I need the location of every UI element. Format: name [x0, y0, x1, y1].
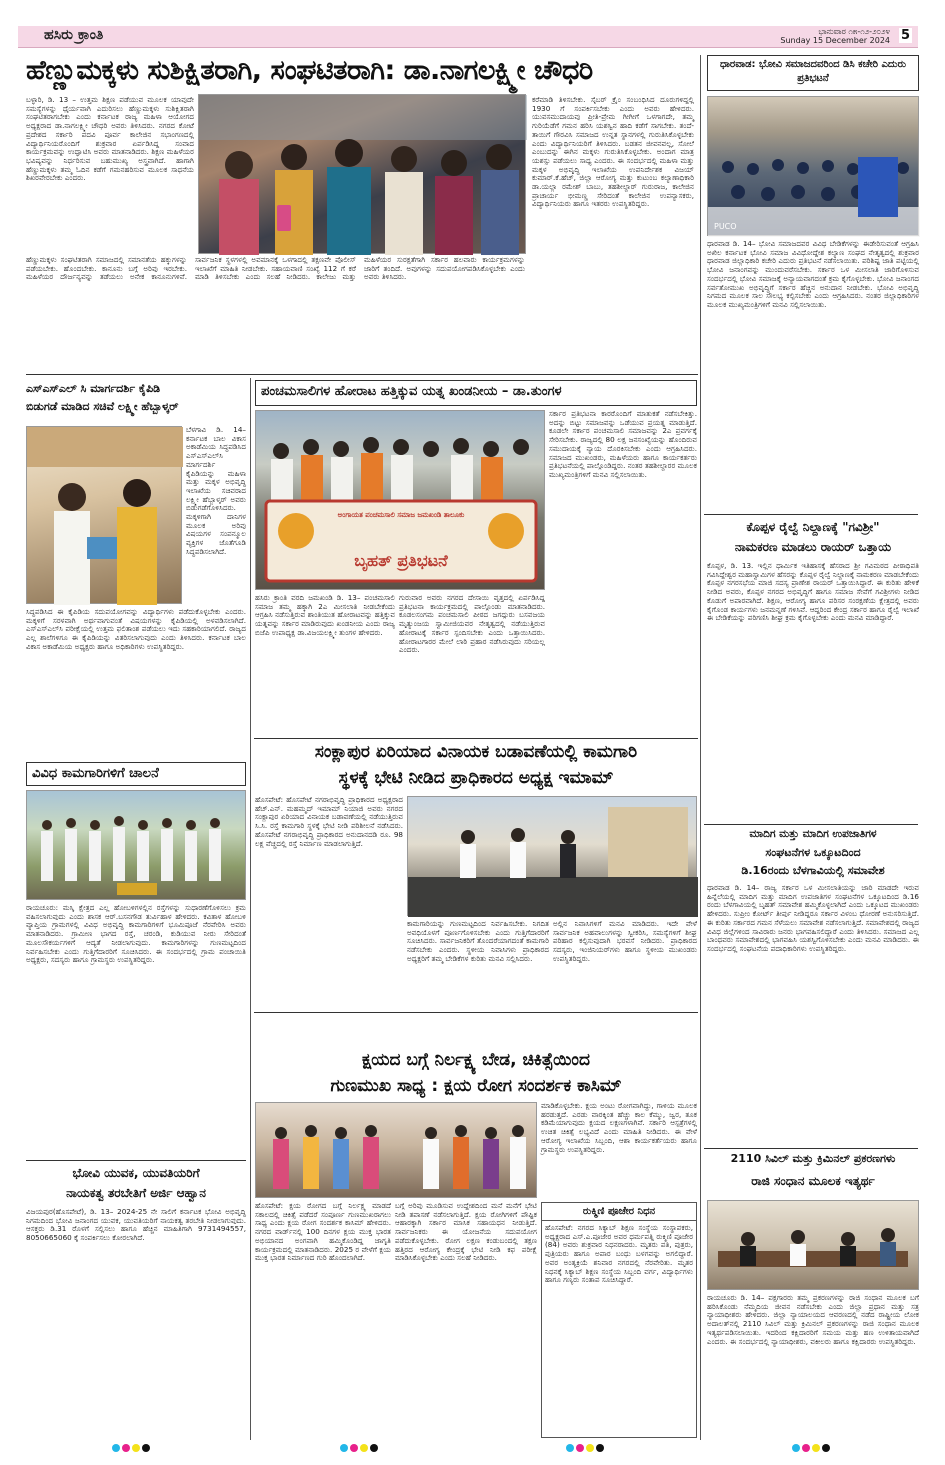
minister-figures — [27, 427, 183, 605]
tb-side-text: ಮಾಡಿಕೊಳ್ಳಬೇಕು. ಕ್ಷಯ ಅಂಟು ರೋಗವಾಗಿದ್ದು, ಗಾಳಿಯ ಮೂಲಕ ಹರಡುತ್ತದೆ. ಎರಡು ವಾರಕ್ಕಿಂತ ಹೆಚ್ಚು ಕಾಲ ಕೆಮ್ಮು, ಜ್ವರ, ತೂಕ ಕಡಿಮೆಯಾಗುವುದು ಕ್ಷಯದ ಲಕ್ಷಣಗಳಾಗಿವೆ. ಸರ್ಕಾರಿ ಆಸ್ಪತ್ರೆಗಳಲ್ಲಿ ಉಚಿತ ಚಿಕಿತ್ಸೆ ಲಭ್ಯವಿದೆ ಎಂದು ಮಾಹಿತಿ ನೀಡಿದರು. ಈ ವೇಳೆ ಆರೋಗ್ಯ ಇಲಾಖೆಯ ಸಿಬ್ಬಂದಿ, ಆಶಾ ಕಾರ್ಯಕರ್ತೆಯರು ಹಾಗೂ ಗ್ರಾಮಸ್ಥರು ಉಪಸ್ಥಿತರಿದ್ದರು. — [541, 1101, 697, 1154]
tb-col2: ಬಗ್ಗೆ ಅರಿವು ಮೂಡಿಸುವ ಉದ್ದೇಶದಿಂದ ಮನೆ ಮನೆಗೆ ಭೇಟಿ ನೀಡಿ ತಪಾಸಣೆ ನಡೆಸಲಾಗುತ್ತಿದೆ. ಕ್ಷಯ ರೋಗಿಗಳಿಗೆ ಪೌಷ್ಟಿಕ ಆಹಾರಕ್ಕಾಗಿ ಸರ್ಕಾರ ಮಾಸಿಕ ಸಹಾಯಧನ ನೀಡುತ್ತಿದೆ. ಸಾರ್ವಜನಿಕರು ಈ ಯೋಜನೆಯ ಸದುಪಯೋಗ ಪಡೆದುಕೊಳ್ಳಬೇಕು. ರೋಗ ಲಕ್ಷಣ ಕಂಡುಬಂದಲ್ಲಿ ತಕ್ಷಣ ಹತ್ತಿರದ ಆರೋಗ್ಯ ಕೇಂದ್ರಕ್ಕೆ ಭೇಟಿ ನೀಡಿ ಕಫ ಪರೀಕ್ಷೆ ಮಾಡಿಸಿಕೊಳ್ಳಬೇಕು ಎಂದು ಸಲಹೆ ನೀಡಿದರು. — [395, 1201, 537, 1263]
issue-date-english: Sunday 15 December 2024 — [780, 36, 890, 45]
koppal-headline-2: ನಾಮಕರಣ ಮಾಡಲು ರಾಯರ್ ಒತ್ತಾಯ — [734, 540, 892, 554]
issue-date-kannada: ಭಾನುವಾರ ೧೫-೧೨-೨೦೨೪ — [818, 27, 890, 36]
issue-date — [780, 27, 890, 45]
section-divider — [704, 824, 918, 825]
registration-marks — [340, 1444, 378, 1454]
tb-photo — [255, 1102, 537, 1198]
lead-photo — [198, 94, 526, 254]
road-work-scene — [408, 797, 698, 917]
page-number: 5 — [900, 28, 910, 43]
sankalapura-headline-2: ಸ್ಥಳಕ್ಕೆ ಭೇಟಿ ನೀಡಿದ ಪ್ರಾಧಿಕಾರದ ಅಧ್ಯಕ್ಷ ಇಮಾಮ್ — [338, 768, 614, 788]
masthead — [18, 26, 918, 48]
lead-story-col2: ಕರೆಮಾಡಿ ತಿಳಿಸಬೇಕು. ಸೈಬರ್ ಕ್ರೈಂ ಸಂಬಂಧಿಸಿದ ದೂರುಗಳಿದ್ದಲ್ಲಿ 1930 ಗೆ ಸಂಪರ್ಕಿಸಬೇಕು ಎಂದು ಅವರು ಹೇಳಿದರು. ಯುವಸಮುದಾಯವು ಪ್ರೀತಿ-ಪ್ರೇಮ ಗೀಗೀಗೆ ಒಳಗಾಗದೇ, ತಮ್ಮ ಗುರಿಯೆಡೆಗೆ ಗಮನ ಹರಿಸಿ ಯಶಸ್ವಿನ ಹಾದಿ ಕಡೆಗೆ ಸಾಗಬೇಕು. ತಂದೆ-ತಾಯಿಗೆ ಗೌರವಿಸಿ ಸಮಾಜದ ಉನ್ನತ ಸ್ಥಾನಗಳಲ್ಲಿ ಗುರುತಿಸಿಕೊಳ್ಳಬೇಕು ಎಂದು ವಿದ್ಯಾರ್ಥಿನಿಯರಿಗೆ ತಿಳಿಸಿದರು. ಬಡತನ ಜೀವನವಲ್ಲ, ಸೋಲೆ ಎಂಬುದನ್ನು ಈಗಿನ ಮಕ್ಕಳು ಗುರುತಿಸಿಕೊಳ್ಳಬೇಕು. ಅಂದಾಗ ಮಾತ್ರ ಯಶಸ್ಸು ಪಡೆಯಲು ಸಾಧ್ಯ ಎಂದರು. ಈ ಸಂದರ್ಭದಲ್ಲಿ ಮಹಿಳಾ ಮತ್ತು ಮಕ್ಕಳ ಅಭಿವೃದ್ಧಿ ಇಲಾಖೆಯ ಉಪನಿರ್ದೇಶಕ ವಿಜಯ್ ಕುಮಾರ್.ಕೆ.ಹೆಚ್, ಜಿಲ್ಲಾ ಆರೋಗ್ಯ ಮತ್ತು ಕುಟುಂಬ ಕಲ್ಯಾಣಾಧಿಕಾರಿ ಡಾ.ಯಲ್ಲಾ ರಮೇಶ್ ಬಾಬು, ತಹಶೀಲ್ದಾರ್ ಗುರುರಾಜ, ಕಾಲೇಜಿನ ಪ್ರಾಚಾರ್ಯ ಭೀಮಣ್ಣ ಸೇರಿದಂತೆ ಕಾಲೇಜಿನ ಉಪನ್ಯಾಸಕರು, ವಿದ್ಯಾರ್ಥಿನಿಯರು ಹಾಗೂ ಇತರರು ಉಪಸ್ಥಿತರಿದ್ದರು. — [532, 95, 694, 209]
bhovi-youth-body: ವಿಜಯಪುರ(ಹೊಸಪೇಟೆ), ಡಿ. 13– 2024-25 ನೇ ಸಾಲಿಗೆ ಕರ್ನಾಟಕ ಭೋವಿ ಅಭಿವೃದ್ಧಿ ನಿಗಮದಿಂದ ಭೋವಿ ಜನಾಂಗದ ಯುವಕ, ಯುವತಿಯರಿಗೆ ನಾಯಕತ್ವ ತರಬೇತಿ ನೀಡಲಾಗುವುದು. ಆಸಕ್ತರು ಡಿ.31 ರೊಳಗೆ ಸಲ್ಲಿಸಲು ಹಾಗೂ ಹೆಚ್ಚಿನ ಮಾಹಿತಿಗಾಗಿ 9731494557, 8050665060 ಕ್ಕೆ ಸಂಪರ್ಕಿಸಲು ಕೋರಲಾಗಿದೆ. — [26, 1207, 246, 1243]
obituary-headline: ರುಕ್ಮಿಣಿ ಪೂಜೇರ ನಿಧನ — [542, 1203, 696, 1221]
tb-headline-2: ಗುಣಮುಖ ಸಾಧ್ಯ : ಕ್ಷಯ ರೋಗ ಸಂದರ್ಶಕ ಕಾಸಿಮ್ — [330, 1076, 622, 1096]
sankalapura-headline-1: ಸಂಕ್ಲಾಪುರ ಏರಿಯಾದ ವಿನಾಯಕ ಬಡಾವಣೆಯಲ್ಲಿ ಕಾಮಗಾರಿ — [314, 742, 638, 762]
sankalapura-col3: ಅಲ್ಲಿನ ನಿವಾಸಿಗಳಿಗೆ ಮನವಿ ಮಾಡಿದರು. ಇದೇ ವೇಳೆ ಸಾರ್ವಜನಿಕ ಅಹವಾಲುಗಳನ್ನು ಸ್ವೀಕರಿಸಿ, ಸಮಸ್ಯೆಗಳಿಗೆ ಶೀಘ್ರ ಪರಿಹಾರ ಕಲ್ಪಿಸುವುದಾಗಿ ಭರವಸೆ ನೀಡಿದರು. ಪ್ರಾಧಿಕಾರದ ಸದಸ್ಯರು, ಇಂಜಿನಿಯರ್‌ಗಳು ಹಾಗೂ ಸ್ಥಳೀಯ ಮುಖಂಡರು ಉಪಸ್ಥಿತರಿದ್ದರು. — [553, 919, 697, 963]
tb-col1: ಹೊಸಪೇಟೆ: ಕ್ಷಯ ರೋಗದ ಬಗ್ಗೆ ನಿರ್ಲಕ್ಷ್ಯ ಮಾಡದೆ ಸಕಾಲದಲ್ಲಿ ಚಿಕಿತ್ಸೆ ಪಡೆದರೆ ಸಂಪೂರ್ಣ ಗುಣಮುಖರಾಗಲು ಸಾಧ್ಯ ಎಂದು ಕ್ಷಯ ರೋಗ ಸಂದರ್ಶಕ ಕಾಸಿಮ್ ಹೇಳಿದರು. ನಗರದ ವಾರ್ಡ್‌ನಲ್ಲಿ 100 ದಿನಗಳ ಕ್ಷಯ ಮುಕ್ತ ಭಾರತ ಅಭಿಯಾನದ ಅಂಗವಾಗಿ ಹಮ್ಮಿಕೊಂಡಿದ್ದ ಜಾಗೃತಿ ಕಾರ್ಯಕ್ರಮದಲ್ಲಿ ಮಾತನಾಡಿದರು. 2025 ರ ವೇಳೆಗೆ ಕ್ಷಯ ಮುಕ್ತ ಭಾರತ ನಿರ್ಮಾಣದ ಗುರಿ ಹೊಂದಲಾಗಿದೆ. — [255, 1201, 391, 1263]
sankalapura-photo — [407, 796, 697, 916]
sslc-side-text: ಬೆಳಗಾವಿ ಡಿ. 14– ಕರ್ನಾಟಕ ಬಾಲ ವಿಕಾಸ ಅಕಾಡೆಮಿಯ ಸಿದ್ಧಪಡಿಸಿದ ಎಸ್‌ಎಸ್‌ಎಲ್‌ಸಿ ಮಾರ್ಗದರ್ಶಿ ಕೈಪಿಡಿಯನ್ನು ಮಹಿಳಾ ಮತ್ತು ಮಕ್ಕಳ ಅಭಿವೃದ್ಧಿ ಇಲಾಖೆಯ ಸಚಿವರಾದ ಲಕ್ಷ್ಮೀ ಹೆಬ್ಬಾಳ್ಕರ್ ಅವರು ಬಿಡುಗಡೆಗೊಳಿಸಿದರು. ಮಕ್ಕಳಿಗಾಗಿ ದಾನಿಗಳ ಮೂಲಕ ಅರಿವು ವಿಷಯಗಳ ಸಂಪನ್ಮೂಲ ವ್ಯಕ್ತಿಗಳ ಜೊತೆಗೂಡಿ ಸಿದ್ಧಪಡಿಸಲಾಗಿದೆ. — [186, 425, 246, 556]
section-divider — [26, 374, 698, 375]
works-headline: ವಿವಿಧ ಕಾಮಗಾರಿಗಳಿಗೆ ಚಾಲನೆ — [26, 762, 246, 786]
panchamasali-col2: ಗುರುವಾರ ಅವರು ನಗರದ ದೇಸಾಯಿ ವೃತ್ತದಲ್ಲಿ ಏರ್ಪಡಿಸಿದ್ದ ಪ್ರತಿಭಟನಾ ಕಾರ್ಯಕ್ರಮದಲ್ಲಿ ಪಾಲ್ಗೊಂಡು ಮಾತನಾಡಿದರು. ಕೂಡಲಸಂಗಮ ಪಂಚಮಸಾಲಿ ಪೀಠದ ಜಗದ್ಗುರು ಬಸವಜಯ ಮೃತ್ಯುಂಜಯ ಸ್ವಾಮೀಜಿಯವರ ನೇತೃತ್ವದಲ್ಲಿ ನಡೆಯುತ್ತಿರುವ ಹೋರಾಟಕ್ಕೆ ಸರ್ಕಾರ ಸ್ಪಂದಿಸಬೇಕು ಎಂದು ಒತ್ತಾಯಿಸಿದರು. ಹೋರಾಟಗಾರರ ಮೇಲೆ ಲಾಠಿ ಪ್ರಹಾರ ನಡೆಸಿರುವುದು ಸರಿಯಲ್ಲ ಎಂದರು. — [399, 593, 545, 655]
panchamasali-col1: ಹಸಿರು ಕ್ರಾಂತಿ ವರದಿ ಜಮಖಂಡಿ ಡಿ. 13– ಪಂಚಮಸಾಲಿ ಸಮಾಜ ತಮ್ಮ ಹಕ್ಕಾಗಿ 2ಎ ಮೀಸಲಾತಿ ನೀಡಬೇಕೆಂದು ಆಗ್ರಹಿಸಿ ನಡೆಸುತ್ತಿರುವ ಶಾಂತಿಯುತ ಹೋರಾಟವನ್ನು ಹತ್ತಿಕ್ಕುವ ಯತ್ನವನ್ನು ಸರ್ಕಾರ ಮಾಡಿರುವುದು ಖಂಡನೀಯ ಎಂದು ರಾಜ್ಯ ಬಿಜೆಪಿ ಉಪಾಧ್ಯಕ್ಷ ಡಾ.ವಿಜಯಲಕ್ಷ್ಮೀ ತುಂಗಳ ಹೇಳಿದರು. — [255, 593, 395, 637]
section-divider — [254, 1012, 698, 1013]
column-divider — [700, 55, 701, 1440]
panchamasali-photo — [255, 410, 545, 590]
registration-marks — [566, 1444, 604, 1454]
banner-title: ಬೃಹತ್ ಪ್ರತಿಭಟನೆ — [354, 551, 448, 570]
sslc-photo — [26, 426, 182, 604]
koppal-headline-1: ಕೊಪ್ಪಳ ರೈಲ್ವೆ ನಿಲ್ದಾಣಕ್ಕೆ "ಗವಿಶ್ರೀ" — [746, 520, 880, 534]
koppal-body: ಕೊಪ್ಪಳ, ಡಿ. 13. ಇಲ್ಲಿನ ಧಾರ್ಮಿಕ ಇತಿಹಾಸಕ್ಕೆ ಹೆಸರಾದ ಶ್ರೀ ಗವಿಮಠದ ಪೀಠಾಧಿಪತಿ ಗವಿಸಿದ್ದೇಶ್ವರ ಮಹಾಸ್ವಾಮಿಗಳ ಹೆಸರನ್ನು ಕೊಪ್ಪಳ ರೈಲ್ವೆ ನಿಲ್ದಾಣಕ್ಕೆ ನಾಮಕರಣ ಮಾಡಬೇಕೆಂದು ಕೊಪ್ಪಳ ನಗರಸಭೆಯ ಮಾಜಿ ಸದಸ್ಯ ಪ್ರಾಣೇಶ ರಾಯರ್ ಒತ್ತಾಯಿಸಿದ್ದಾರೆ. ಈ ಕುರಿತು ಹೇಳಿಕೆ ನೀಡಿದ ಅವರು, ಕೊಪ್ಪಳ ನಗರದ ಅಭಿವೃದ್ಧಿಗೆ ಹಾಗೂ ಸಮಾಜ ಸೇವೆಗೆ ಗವಿಶ್ರೀಗಳು ನೀಡಿದ ಕೊಡುಗೆ ಅಪಾರವಾಗಿದೆ. ಶಿಕ್ಷಣ, ಆರೋಗ್ಯ ಹಾಗೂ ಪರಿಸರ ಸಂರಕ್ಷಣೆಯ ಕ್ಷೇತ್ರದಲ್ಲಿ ಅವರು ಕೈಗೊಂಡ ಕಾರ್ಯಗಳು ಜನಮನ್ನಣೆ ಗಳಿಸಿವೆ. ಆದ್ದರಿಂದ ಕೇಂದ್ರ ಸರ್ಕಾರ ಹಾಗೂ ರೈಲ್ವೆ ಇಲಾಖೆ ಈ ಬೇಡಿಕೆಯನ್ನು ಪರಿಗಣಿಸಿ ಶೀಘ್ರ ಕ್ರಮ ಕೈಗೊಳ್ಳಬೇಕು ಎಂದು ಮನವಿ ಮಾಡಿದ್ದಾರೆ. — [707, 561, 920, 623]
panchamasali-col3: ಸರ್ಕಾರ ಪ್ರತಿಭಟನಾ ಕಾರರೊಂದಿಗೆ ಮಾತುಕತೆ ನಡೆಸಬೇಕಿತ್ತು. ಅದನ್ನು ಬಿಟ್ಟು ಸಮಾಜವನ್ನು ಒಡೆಯುವ ಪ್ರಯತ್ನ ಮಾಡುತ್ತಿದೆ. ಕೂಡಲೇ ಸರ್ಕಾರ ಪಂಚಮಸಾಲಿ ಸಮಾಜವನ್ನು 2ಎ ಪ್ರವರ್ಗಕ್ಕೆ ಸೇರಿಸಬೇಕು. ರಾಜ್ಯದಲ್ಲಿ 80 ಲಕ್ಷ ಜನಸಂಖ್ಯೆಯನ್ನು ಹೊಂದಿರುವ ಸಮುದಾಯಕ್ಕೆ ನ್ಯಾಯ ದೊರಕಿಸಬೇಕು ಎಂದು ಆಗ್ರಹಿಸಿದರು. ಸಮಾಜದ ಮುಖಂಡರು, ಮಹಿಳೆಯರು ಹಾಗೂ ಕಾರ್ಯಕರ್ತರು ಪ್ರತಿಭಟನೆಯಲ್ಲಿ ಪಾಲ್ಗೊಂಡಿದ್ದರು. ನಂತರ ತಹಶೀಲ್ದಾರರ ಮೂಲಕ ಮುಖ್ಯಮಂತ್ರಿಗಳಿಗೆ ಮನವಿ ಸಲ್ಲಿಸಲಾಯಿತು. — [549, 409, 697, 479]
paper-name: ಹಸಿರು ಕ್ರಾಂತಿ — [44, 27, 104, 43]
obituary-box — [541, 1202, 697, 1438]
crowd-graphic — [708, 97, 920, 237]
tb-awareness-scene — [256, 1103, 538, 1199]
sankalapura-col1: ಹೊಸಪೇಟೆ: ಹೊಸಪೇಟೆ ನಗರಾಭಿವೃದ್ಧಿ ಪ್ರಾಧಿಕಾರದ ಅಧ್ಯಕ್ಷರಾದ ಹೆಚ್.ಎನ್. ಮಹಮ್ಮದ್ ಇಮಾಮ್ ನಿಯಾಜಿ ಅವರು ನಗರದ ಸಂಕ್ಲಾಪುರ ಏರಿಯಾದ ವಿನಾಯಕ ಬಡಾವಣೆಯಲ್ಲಿ ನಡೆಯುತ್ತಿರುವ ಸಿ.ಸಿ. ರಸ್ತೆ ಕಾಮಗಾರಿ ಸ್ಥಳಕ್ಕೆ ಭೇಟಿ ನೀಡಿ ಪರಿಶೀಲನೆ ನಡೆಸಿದರು. ಹೊಸಪೇಟೆ ನಗರಾಭಿವೃದ್ಧಿ ಪ್ರಾಧಿಕಾರದ ಅನುದಾನದಡಿ ರೂ. 98 ಲಕ್ಷ ವೆಚ್ಚದಲ್ಲಿ ರಸ್ತೆ ನಿರ್ಮಾಣ ಮಾಡಲಾಗುತ್ತಿದೆ. — [255, 795, 403, 848]
court-body: ರಾಯಚೂರು ಡಿ. 14– ಪಕ್ಷಗಾರರು ತಮ್ಮ ಪ್ರಕರಣಗಳನ್ನು ರಾಜಿ ಸಂಧಾನ ಮೂಲಕ ಬಗೆ ಹರಿಸಿಕೊಂಡು ನೆಮ್ಮದಿಯ ಜೀವನ ನಡೆಸಬೇಕು ಎಂದು ಜಿಲ್ಲಾ ಪ್ರಧಾನ ಮತ್ತು ಸತ್ರ ನ್ಯಾಯಾಧೀಶರು ಹೇಳಿದರು. ಜಿಲ್ಲಾ ನ್ಯಾಯಾಲಯದ ಆವರಣದಲ್ಲಿ ನಡೆದ ರಾಷ್ಟ್ರೀಯ ಲೋಕ ಅದಾಲತ್‌ನಲ್ಲಿ 2110 ಸಿವಿಲ್ ಮತ್ತು ಕ್ರಿಮಿನಲ್ ಪ್ರಕರಣಗಳನ್ನು ರಾಜಿ ಸಂಧಾನ ಮೂಲಕ ಇತ್ಯರ್ಥಪಡಿಸಲಾಯಿತು. ಇದರಿಂದ ಕಕ್ಷಿದಾರರಿಗೆ ಸಮಯ ಮತ್ತು ಹಣ ಉಳಿತಾಯವಾಗಿದೆ ಎಂದರು. ಈ ಸಂದರ್ಭದಲ್ಲಿ ನ್ಯಾಯಾಧೀಶರು, ವಕೀಲರು ಹಾಗೂ ಕಕ್ಷಿದಾರರು ಉಪಸ್ಥಿತರಿದ್ದರು. — [707, 1293, 919, 1346]
banner-text: ಅಂಗಾಯತ ಪಂಚಮಸಾಲಿ ಸಮಾಜ ಜಮಖಂಡಿ ತಾಲೂಕು — [337, 511, 465, 519]
lead-story-body: ಹೆಣ್ಣುಮಕ್ಕಳು ಸಂಘಟಿತರಾಗಿ ಸಮಾಜದಲ್ಲಿ ಸಮಾನತೆಯ ಹಕ್ಕುಗಳನ್ನು ಪಡೆಯಬೇಕು. ಹೊಂದಬೇಕು. ಕಾನೂನು ಬಗ್ಗೆ ಅರಿವು ಇರಬೇಕು. ಮಹಿಳೆಯರ ದೌರ್ಜನ್ಯವನ್ನು ತಡೆಯಲು ಅನೇಕ ಕಾನೂನುಗಳಿವೆ. ಸಾರ್ವಜನಿಕ ಸ್ಥಳಗಳಲ್ಲಿ ಅವಮಾನಕ್ಕೆ ಒಳಗಾದಲ್ಲಿ ತಕ್ಷಣವೇ ಪೊಲೀಸ್ ಇಲಾಖೆಗೆ ಮಾಹಿತಿ ನೀಡಬೇಕು. ಸಹಾಯವಾಣಿ ಸಂಖ್ಯೆ 112 ಗೆ ಕರೆ ಮಾಡಿ ತಿಳಿಸಬೇಕು ಎಂದು ಸಲಹೆ ನೀಡಿದರು. ಕಾಲೇಜು ಮತ್ತು ಮಹಿಳೆಯರ ಸುರಕ್ಷತೆಗಾಗಿ ಸರ್ಕಾರ ಹಲವಾರು ಕಾರ್ಯಕ್ರಮಗಳನ್ನು ಜಾರಿಗೆ ತಂದಿದೆ. ಅವುಗಳನ್ನು ಸದುಪಯೋಗಪಡಿಸಿಕೊಳ್ಳಬೇಕು ಎಂದು ಅವರು ತಿಳಿಸಿದರು. — [26, 255, 525, 282]
bhovi-protest-body: ಧಾರವಾಡ ಡಿ. 14– ಭೋವಿ ಸಮಾಜದವರ ವಿವಿಧ ಬೇಡಿಕೆಗಳನ್ನು ಈಡೇರಿಸುವಂತೆ ಆಗ್ರಹಿಸಿ ಅಖಿಲ ಕರ್ನಾಟಕ ಭೋವಿ ಸಮಾಜ ವಿವಿಧೋದ್ದೇಶ ಕಲ್ಯಾಣ ಸಂಘದ ನೇತೃತ್ವದಲ್ಲಿ ಶುಕ್ರವಾರ ಧಾರವಾಡ ಜಿಲ್ಲಾಧಿಕಾರಿ ಕಚೇರಿ ಎದುರು ಪ್ರತಿಭಟನೆ ನಡೆಸಲಾಯಿತು. ಪರಿಶಿಷ್ಟ ಜಾತಿ ಪಟ್ಟಿಯಲ್ಲಿ ಭೋವಿ ಜನಾಂಗವನ್ನು ಮುಂದುವರೆಸಬೇಕು. ಸರ್ಕಾರ ಒಳ ಮೀಸಲಾತಿ ಜಾರಿಗೊಳಿಸುವ ಸಂದರ್ಭದಲ್ಲಿ ಭೋವಿ ಸಮಾಜಕ್ಕೆ ಅನ್ಯಾಯವಾಗದಂತೆ ಕ್ರಮ ಕೈಗೊಳ್ಳಬೇಕು. ಭೋವಿ ಜನಾಂಗದ ಸರ್ವತೋಮುಖ ಅಭಿವೃದ್ಧಿಗೆ ಸರ್ಕಾರ ಹೆಚ್ಚಿನ ಅನುದಾನ ನೀಡಬೇಕು. ಭೋವಿ ಅಭಿವೃದ್ಧಿ ನಿಗಮದ ಮೂಲಕ ಸಾಲ ಸೌಲಭ್ಯ ಕಲ್ಪಿಸಬೇಕು ಎಂದು ಆಗ್ರಹಿಸಿದರು. ನಂತರ ಜಿಲ್ಲಾಧಿಕಾರಿಗಳ ಮೂಲಕ ಮುಖ್ಯಮಂತ್ರಿಗಳಿಗೆ ಮನವಿ ಸಲ್ಲಿಸಲಾಯಿತು. — [707, 239, 919, 309]
sslc-headline-1: ಎಸ್‌ಎಸ್‌ಎಲ್ ಸಿ ಮಾರ್ಗದರ್ಶಿ ಕೈಪಿಡಿ — [26, 382, 161, 395]
court-photo — [707, 1200, 919, 1290]
works-body: ರಾಯಚೂರು: ಮಸ್ಕಿ ಕ್ಷೇತ್ರದ ಎಲ್ಲ ಹೋಬಳಿಗಳಲ್ಲಿನ ರಸ್ತೆಗಳನ್ನು ಸುಧಾರಣೆಗೊಳಿಸಲು ಕ್ರಮ ವಹಿಸಲಾಗುವುದು ಎಂದು ಶಾಸಕ ಆರ್.ಬಸನಗೌಡ ತುರ್ವಿಹಾಳ ಹೇಳಿದರು. ಕವಿತಾಳ ಹೋಬಳಿ ವ್ಯಾಪ್ತಿಯ ಗ್ರಾಮಗಳಲ್ಲಿ ವಿವಿಧ ಅಭಿವೃದ್ಧಿ ಕಾಮಗಾರಿಗಳಿಗೆ ಭೂಮಿಪೂಜೆ ನೆರವೇರಿಸಿ ಅವರು ಮಾತನಾಡಿದರು. ಗ್ರಾಮೀಣ ಭಾಗದ ರಸ್ತೆ, ಚರಂಡಿ, ಕುಡಿಯುವ ನೀರು ಸೇರಿದಂತೆ ಮೂಲಸೌಕರ್ಯಗಳಿಗೆ ಆದ್ಯತೆ ನೀಡಲಾಗುವುದು. ಕಾಮಗಾರಿಗಳನ್ನು ಗುಣಮಟ್ಟದಿಂದ ನಿರ್ವಹಿಸಬೇಕು ಎಂದು ಗುತ್ತಿಗೆದಾರರಿಗೆ ಸೂಚಿಸಿದರು. ಈ ಸಂದರ್ಭದಲ್ಲಿ ಗ್ರಾಮ ಪಂಚಾಯಿತಿ ಅಧ್ಯಕ್ಷರು, ಸದಸ್ಯರು ಹಾಗೂ ಗ್ರಾಮಸ್ಥರು ಉಪಸ್ಥಿತರಿದ್ದರು. — [26, 903, 246, 965]
madiga-headline-3: ಡಿ.16ರಂದು ಬೆಳಗಾವಿಯಲ್ಲಿ ಸಮಾವೇಶ — [741, 864, 885, 877]
section-divider — [704, 514, 918, 515]
registration-marks — [112, 1444, 150, 1454]
tb-headline-1: ಕ್ಷಯದ ಬಗ್ಗೆ ನಿರ್ಲಕ್ಷ್ಯ ಬೇಡ, ಚಿಕಿತ್ಸೆಯಿಂದ — [362, 1050, 590, 1070]
court-headline-2: ರಾಜಿ ಸಂಧಾನ ಮೂಲಕ ಇತ್ಯರ್ಥ — [751, 1174, 875, 1188]
sslc-headline-2: ಬಿಡುಗಡೆ ಮಾಡಿದ ಸಚಿವೆ ಲಕ್ಷ್ಮೀ ಹೆಬ್ಬಾಳ್ಕರ್ — [26, 400, 179, 413]
photo-watermark: PUCO — [714, 222, 737, 231]
bhovi-youth-headline-1: ಭೋವಿ ಯುವಕ, ಯುವತಿಯರಿಗೆ — [72, 1166, 200, 1180]
court-scene — [708, 1201, 920, 1291]
obituary-body: ಹೊಸಪೇಟೆ: ನಗರದ ಸಿಕ್ಯಾಬ್ ಶಿಕ್ಷಣ ಸಂಸ್ಥೆಯ ಸಂಸ್ಥಾಪಕರು, ಅಧ್ಯಕ್ಷರಾದ ಎಸ್.ಎ.ಪೂಜೇರ ಅವರ ಧರ್ಮಪತ್ನಿ ರುಕ್ಮಿಣಿ ಪೂಜೇರ (84) ಅವರು ಶುಕ್ರವಾರ ನಿಧನರಾದರು. ಮೃತರು ಪತಿ, ಪುತ್ರರು, ಪುತ್ರಿಯರು ಹಾಗೂ ಅಪಾರ ಬಂಧು ಬಳಗವನ್ನು ಅಗಲಿದ್ದಾರೆ. ಅವರ ಅಂತ್ಯಕ್ರಿಯೆ ಶನಿವಾರ ನಗರದಲ್ಲಿ ನೆರವೇರಿತು. ಮೃತರ ನಿಧನಕ್ಕೆ ಸಿಕ್ಯಾಬ್ ಶಿಕ್ಷಣ ಸಂಸ್ಥೆಯ ಸಿಬ್ಬಂದಿ ವರ್ಗ, ವಿದ್ಯಾರ್ಥಿಗಳು ಹಾಗೂ ಗಣ್ಯರು ಸಂತಾಪ ಸೂಚಿಸಿದ್ದಾರೆ. — [545, 1223, 693, 1285]
bhovi-protest-photo — [707, 96, 919, 236]
section-divider — [26, 1160, 246, 1161]
madiga-body: ಧಾರವಾಡ ಡಿ. 14– ರಾಜ್ಯ ಸರ್ಕಾರ ಒಳ ಮೀಸಲಾತಿಯನ್ನು ಜಾರಿ ಮಾಡದೇ ಇರುವ ಹಿನ್ನೆಲೆಯಲ್ಲಿ ಮಾದಿಗ ಮತ್ತು ಮಾದಿಗ ಉಪಜಾತಿಗಳ ಸಂಘಟನೆಗಳ ಒಕ್ಕೂಟದಿಂದ ಡಿ.16 ರಂದು ಬೆಳಗಾವಿಯಲ್ಲಿ ಬೃಹತ್ ಸಮಾವೇಶ ಹಮ್ಮಿಕೊಳ್ಳಲಾಗಿದೆ ಎಂದು ಒಕ್ಕೂಟದ ಮುಖಂಡರು ಹೇಳಿದರು. ಸುಪ್ರೀಂ ಕೋರ್ಟ್ ತೀರ್ಪು ನೀಡಿದ್ದರೂ ಸರ್ಕಾರ ವಿಳಂಬ ಧೋರಣೆ ಅನುಸರಿಸುತ್ತಿದೆ. ಈ ಕುರಿತು ಸರ್ಕಾರದ ಗಮನ ಸೆಳೆಯಲು ಸಮಾವೇಶ ನಡೆಸಲಾಗುತ್ತಿದೆ. ಸಮಾವೇಶದಲ್ಲಿ ರಾಜ್ಯದ ವಿವಿಧ ಜಿಲ್ಲೆಗಳಿಂದ ಸಾವಿರಾರು ಜನರು ಭಾಗವಹಿಸಲಿದ್ದಾರೆ ಎಂದು ತಿಳಿಸಿದರು. ಸಮಾಜದ ಎಲ್ಲ ಬಾಂಧವರು ಸಮಾವೇಶದಲ್ಲಿ ಭಾಗವಹಿಸಿ ಯಶಸ್ವಿಗೊಳಿಸಬೇಕು ಎಂದು ಮನವಿ ಮಾಡಿದರು. ಈ ಸಂದರ್ಭದಲ್ಲಿ ಸಂಘಟನೆಯ ಪದಾಧಿಕಾರಿಗಳು ಉಪಸ್ಥಿತರಿದ್ದರು. — [707, 883, 919, 953]
madiga-headline-1: ಮಾದಿಗ ಮತ್ತು ಮಾದಿಗ ಉಪಜಾತಿಗಳ — [749, 828, 877, 840]
works-photo — [26, 790, 246, 900]
madiga-headline-2: ಸಂಘಟನೆಗಳ ಒಕ್ಕೂಟದಿಂದ — [765, 846, 861, 859]
panchamasali-headline: ಪಂಚಮಸಾಲಿಗಳ ಹೋರಾಟ ಹತ್ತಿಕ್ಕುವ ಯತ್ನ ಖಂಡನೀಯ – ಡಾ.ತುಂಗಳ — [255, 380, 697, 406]
bhovi-youth-headline-2: ನಾಯಕತ್ವ ತರಬೇತಿಗೆ ಅರ್ಜಿ ಆಹ್ವಾನ — [66, 1186, 206, 1200]
section-divider — [254, 738, 698, 739]
lead-headline: ಹೆಣ್ಣುಮಕ್ಕಳು ಸುಶಿಕ್ಷಿತರಾಗಿ, ಸಂಘಟಿತರಾಗಿ: ಡಾ.ನಾಗಲಕ್ಷ್ಮೀ ಚೌಧರಿ — [26, 55, 593, 86]
section-divider — [704, 1148, 918, 1149]
registration-marks — [792, 1444, 830, 1454]
lead-photo-figures — [199, 95, 527, 255]
lead-story-col1: ಬಳ್ಳಾರಿ, ಡಿ. 13 – ಉತ್ತಮ ಶಿಕ್ಷಣ ಪಡೆಯುವ ಮೂಲಕ ಯಾವುದೇ ಸಮಸ್ಯೆಗಳನ್ನು ಧೈರ್ಯವಾಗಿ ಎದುರಿಸಲು ಹೆಣ್ಣುಮಕ್ಕಳು ಸುಶಿಕ್ಷಿತರಾಗಿ ಸಂಘಟಿತರಾಗಬೇಕು ಎಂದು ಕರ್ನಾಟಕ ರಾಜ್ಯ ಮಹಿಳಾ ಆಯೋಗದ ಅಧ್ಯಕ್ಷರಾದ ಡಾ.ನಾಗಲಕ್ಷ್ಮೀ ಚೌಧರಿ ಅವರು ತಿಳಿಸಿದರು. ನಗರದ ಕೋಟೆ ಪ್ರದೇಶದ ಸರ್ಕಾರಿ ಪದವಿ ಪೂರ್ವ ಕಾಲೇಜಿನ ಸಭಾಂಗಣದಲ್ಲಿ ವಿದ್ಯಾರ್ಥಿನಿಯರೊಂದಿಗೆ ಶುಕ್ರವಾರ ಏರ್ಪಡಿಸಿದ್ದ ಸಂವಾದ ಕಾರ್ಯಕ್ರಮವನ್ನು ಉದ್ಘಾಟಿಸಿ ಅವರು ಮಾತನಾಡಿದರು. ಶಿಕ್ಷಣ ಮಹಿಳೆಯರ ಭವಿಷ್ಯವನ್ನು ನಿರ್ಧರಿಸುವ ಬಹುಮುಖ್ಯ ಅಸ್ತ್ರವಾಗಿದೆ. ಹಾಗಾಗಿ ಹೆಣ್ಣುಮಕ್ಕಳು ತಮ್ಮ ಓದಿನ ಕಡೆಗೆ ಗಮನಹರಿಸುವ ಮೂಲಕ ಸಾಧನೆಯ ಶಿಖರವೇರಬೇಕು ಎಂದರು. — [26, 95, 194, 183]
sslc-body: ಸಿದ್ಧಪಡಿಸಿದ ಈ ಕೈಪಿಡಿಯ ಸದುಪಯೋಗವನ್ನು ವಿದ್ಯಾರ್ಥಿಗಳು ಪಡೆದುಕೊಳ್ಳಬೇಕು ಎಂದರು. ಮಕ್ಕಳಿಗೆ ಸರಳವಾಗಿ ಅರ್ಥವಾಗುವಂತೆ ವಿಷಯಗಳನ್ನು ಕೈಪಿಡಿಯಲ್ಲಿ ಅಳವಡಿಸಲಾಗಿದೆ. ಎಸ್‌ಎಸ್‌ಎಲ್‌ಸಿ ಪರೀಕ್ಷೆಯಲ್ಲಿ ಉತ್ತಮ ಫಲಿತಾಂಶ ಪಡೆಯಲು ಇದು ಸಹಕಾರಿಯಾಗಲಿದೆ. ರಾಜ್ಯದ ಎಲ್ಲ ಶಾಲೆಗಳಿಗೂ ಈ ಕೈಪಿಡಿಯನ್ನು ವಿತರಿಸಲಾಗುವುದು ಎಂದು ತಿಳಿಸಿದರು. ಕರ್ನಾಟಕ ಬಾಲ ವಿಕಾಸ ಅಕಾಡೆಮಿಯ ಅಧ್ಯಕ್ಷರು ಹಾಗೂ ಅಧಿಕಾರಿಗಳು ಉಪಸ್ಥಿತರಿದ್ದರು. — [26, 607, 246, 651]
column-divider — [250, 378, 251, 1440]
works-scene — [27, 791, 247, 901]
sankalapura-col2: ಕಾಮಗಾರಿಯನ್ನು ಗುಣಮಟ್ಟದಿಂದ ನಿರ್ವಹಿಸಬೇಕು. ನಿಗದಿತ ಅವಧಿಯೊಳಗೆ ಪೂರ್ಣಗೊಳಿಸಬೇಕು ಎಂದು ಗುತ್ತಿಗೆದಾರರಿಗೆ ಸೂಚಿಸಿದರು. ಸಾರ್ವಜನಿಕರಿಗೆ ತೊಂದರೆಯಾಗದಂತೆ ಕಾಮಗಾರಿ ನಡೆಸಬೇಕು ಎಂದರು. ಸ್ಥಳೀಯ ನಿವಾಸಿಗಳು ಪ್ರಾಧಿಕಾರದ ಅಧ್ಯಕ್ಷರಿಗೆ ತಮ್ಮ ಬೇಡಿಕೆಗಳ ಕುರಿತು ಮನವಿ ಸಲ್ಲಿಸಿದರು. — [407, 919, 549, 963]
bhovi-protest-headline: ಧಾರವಾಡ: ಭೋವಿ ಸಮಾಜದವರಿಂದ ಡಿಸಿ ಕಚೇರಿ ಎದುರು ಪ್ರತಿಭಟನೆ — [707, 55, 919, 91]
court-headline-1: 2110 ಸಿವಿಲ್ ಮತ್ತು ಕ್ರಿಮಿನಲ್ ಪ್ರಕರಣಗಳು — [730, 1152, 896, 1165]
